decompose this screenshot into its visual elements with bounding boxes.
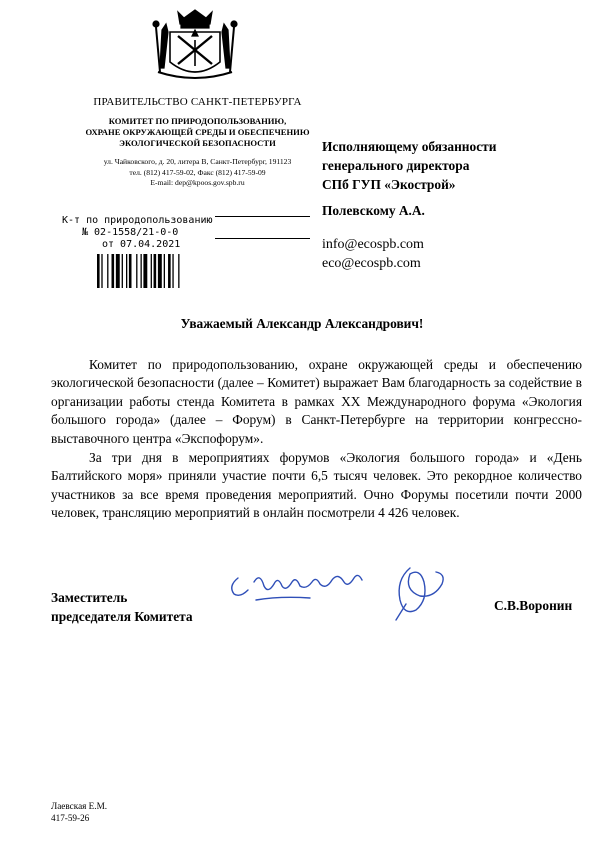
barcode-bar (122, 254, 123, 288)
registration-stamp (62, 215, 222, 251)
address-line: E-mail: dep@kpoos.gov.spb.ru (150, 178, 245, 187)
barcode-bar (178, 254, 179, 288)
committee-line: ЭКОЛОГИЧЕСКОЙ БЕЗОПАСНОСТИ (119, 138, 276, 148)
letter-greeting: Уважаемый Александр Александрович! (180, 316, 424, 331)
barcode-bar (141, 254, 142, 288)
barcode-bar (143, 254, 147, 288)
executor-info (51, 800, 107, 824)
government-title: ПРАВИТЕЛЬСТВО САНКТ-ПЕТЕРБУРГА (93, 96, 302, 108)
barcode-bar (107, 254, 108, 288)
barcode-bar (154, 254, 157, 288)
signer-title-line: председателя Комитета (51, 609, 193, 624)
signer-title-line: Заместитель (51, 590, 128, 605)
address-line: тел. (812) 417-59-02, Факс (812) 417-59-09 (129, 167, 266, 177)
executor-name: Лаевская Е.М. (51, 801, 108, 811)
email-address: eco@ecospb.com (322, 256, 421, 271)
barcode-bar (158, 254, 162, 288)
recipient-emails (322, 235, 424, 273)
recipient-position (322, 137, 582, 194)
letter-paragraph: Комитет по природопользованию, охране окружающей среды и обеспечению экологической безопасности (далее – Комитет) выражает Вам благодарность за содействие в организации работы стенда Комитета в рамках XX Международного форума «Экология большого города» (далее – Форум) в Санкт-Петербурге на территории конгрессно-выставочного центра «Экспофорум». (51, 357, 582, 446)
coat-of-arms-icon (150, 6, 240, 88)
barcode-bar (126, 254, 127, 288)
barcode-bar (112, 254, 115, 288)
barcode-icon (97, 254, 197, 288)
barcode-bar (136, 254, 137, 288)
registration-org: К-т по природопользованию (62, 215, 213, 226)
reg-date-line (215, 238, 310, 239)
barcode-bar (168, 254, 171, 288)
recipient-line: СПб ГУП «Экострой» (322, 177, 456, 192)
barcode-bar (116, 254, 120, 288)
address-line: ул. Чайковского, д. 20, литера В, Санкт-Петербург, 191123 (103, 157, 292, 166)
barcode-bar (129, 254, 132, 288)
email-address: info@ecospb.com (322, 237, 424, 252)
reg-number-line (215, 216, 310, 217)
barcode-bar (164, 254, 165, 288)
barcode-bar (151, 254, 152, 288)
handwritten-signature (220, 560, 460, 624)
recipient-line: Исполняющему обязанности (322, 139, 497, 154)
barcode-bar (101, 254, 102, 288)
recipient-line: генерального директора (322, 158, 470, 173)
registration-number: № 02-1558/21-0-0 (82, 227, 179, 238)
committee-line: КОМИТЕТ ПО ПРИРОДОПОЛЬЗОВАНИЮ, (108, 116, 287, 126)
executor-phone: 417-59-26 (51, 813, 90, 823)
committee-name (65, 116, 330, 149)
recipient-name: Полевскому А.А. (322, 203, 425, 218)
registration-date: от 07.04.2021 (102, 239, 181, 250)
letter-paragraph: За три дня в мероприятиях форумов «Экология большого города» и «День Балтийского моря» приняли участие почти 6,5 тысяч человек. Это рекордное количество участников за все время проведения мероприятий. Очно Форумы посетили почти 2000 человек, трансляцию мероприятий в онлайн посмотрели 4 426 человек. (51, 450, 582, 521)
barcode-bar (97, 254, 100, 288)
signer-name: С.В.Воронин (494, 598, 573, 613)
barcode-bar (172, 254, 173, 288)
committee-address (65, 157, 330, 189)
letter-body (51, 356, 582, 523)
signer-title (51, 588, 193, 626)
committee-line: ОХРАНЕ ОКРУЖАЮЩЕЙ СРЕДЫ И ОБЕСПЕЧЕНИЮ (85, 127, 310, 137)
